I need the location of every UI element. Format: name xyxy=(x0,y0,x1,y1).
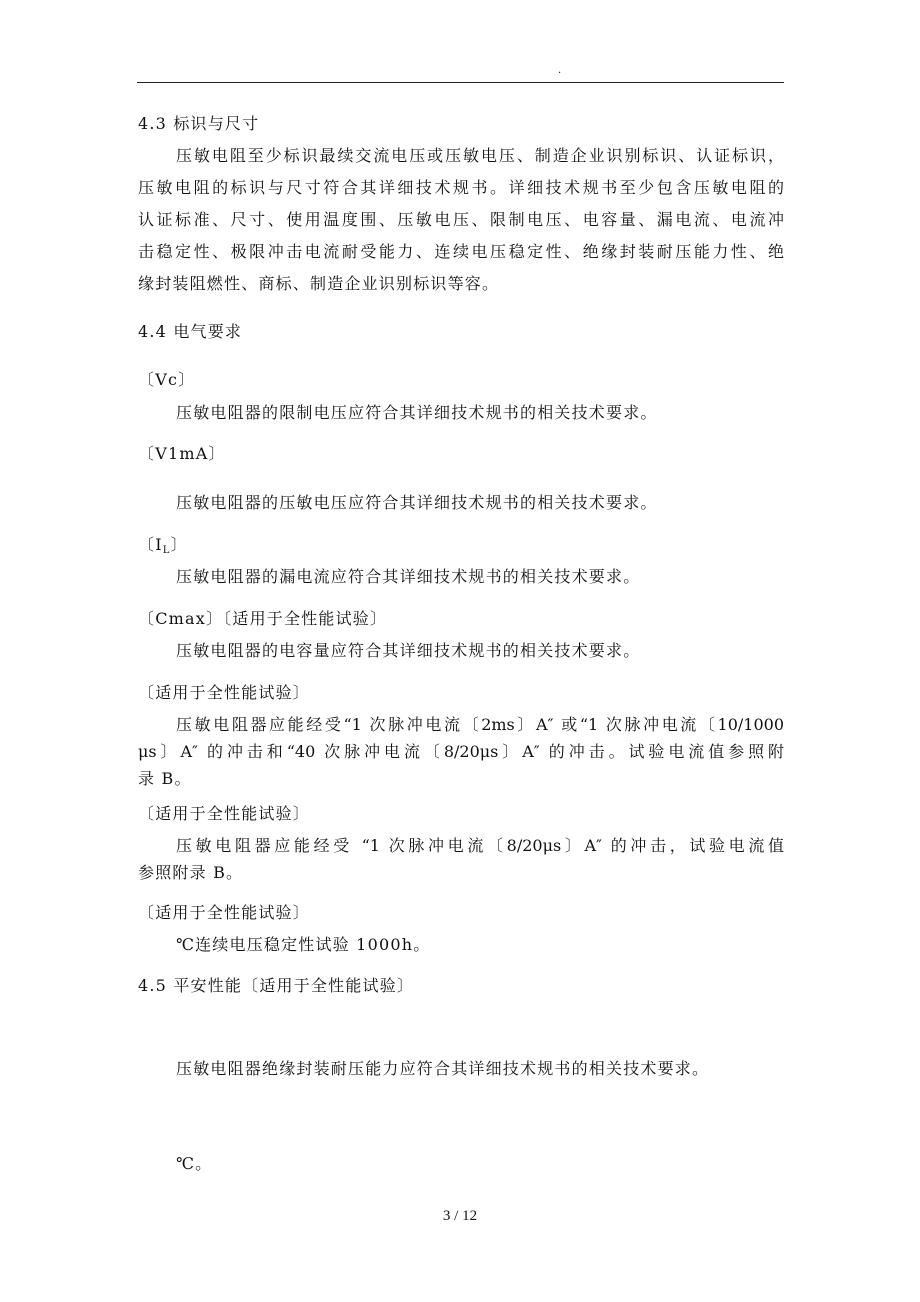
subsection-label-impulse: 〔适用于全性能试验〕 xyxy=(138,683,311,702)
paragraph-line: 压敏电阻器应能经受“1 次脉冲电流〔2ms〕A″ 或“1 次脉冲电流〔10/1000 xyxy=(176,715,784,734)
paragraph-line: 压敏电阻器的漏电流应符合其详细技术规书的相关技术要求。 xyxy=(176,567,641,586)
header-mark: . xyxy=(558,65,562,76)
subsection-label-impulse-2: 〔适用于全性能试验〕 xyxy=(138,804,311,823)
section-heading-4-4: 4.4 电气要求 xyxy=(138,322,243,341)
paragraph-line: 压敏电阻器的压敏电压应符合其详细技术规书的相关技术要求。 xyxy=(176,493,658,512)
il-label-open: 〔I xyxy=(138,535,163,554)
subsection-label-cmax: 〔Cmax〕〔适用于全性能试验〕 xyxy=(138,609,388,628)
page-number: 3 / 12 xyxy=(442,1208,478,1224)
paragraph-line: 参照附录 B。 xyxy=(138,863,244,882)
paragraph-line: 录 B。 xyxy=(138,769,192,788)
subsection-label-vc: 〔Vc〕 xyxy=(138,370,196,389)
paragraph-line: 压敏电阻的标识与尺寸符合其详细技术规书。详细技术规书至少包含压敏电阻的 xyxy=(138,178,784,197)
paragraph-line: μs〕A″ 的冲击和“40 次脉冲电流〔8/20μs〕A″ 的冲击。试验电流值参照附 xyxy=(138,742,784,761)
header-rule xyxy=(137,82,784,83)
paragraph-line: ℃。 xyxy=(176,1154,213,1173)
section-heading-4-3: 4.3 标识与尺寸 xyxy=(138,114,260,133)
paragraph-line: 压敏电阻器绝缘封装耐压能力应符合其详细技术规书的相关技术要求。 xyxy=(176,1059,710,1078)
subsection-label-continuous: 〔适用于全性能试验〕 xyxy=(138,903,311,922)
section-heading-4-5: 4.5 平安性能〔适用于全性能试验〕 xyxy=(138,976,415,995)
il-label-subscript: L xyxy=(162,545,171,556)
paragraph-line: ℃连续电压稳定性试验 1000h。 xyxy=(176,935,431,954)
subsection-label-il xyxy=(138,535,188,555)
paragraph-line: 压敏电阻至少标识最续交流电压或压敏电压、制造企业识别标识、认证标识， xyxy=(176,146,784,165)
paragraph-line: 压敏电阻器的电容量应符合其详细技术规书的相关技术要求。 xyxy=(176,641,641,660)
paragraph-line: 压敏电阻器应能经受 “1 次脉冲电流〔8/20μs〕A″ 的冲击，试验电流值 xyxy=(176,836,784,855)
subsection-label-v1ma: 〔V1mA〕 xyxy=(138,444,226,463)
paragraph-line: 压敏电阻器的限制电压应符合其详细技术规书的相关技术要求。 xyxy=(176,403,658,422)
il-label-close: 〕 xyxy=(170,535,188,554)
paragraph-line: 认证标准、尺寸、使用温度围、压敏电压、限制电压、电容量、漏电流、电流冲 xyxy=(138,210,784,229)
paragraph-line: 缘封装阻燃性、商标、制造企业识别标识等容。 xyxy=(138,274,500,293)
paragraph-line: 击稳定性、极限冲击电流耐受能力、连续电压稳定性、绝缘封装耐压能力性、绝 xyxy=(138,242,784,261)
